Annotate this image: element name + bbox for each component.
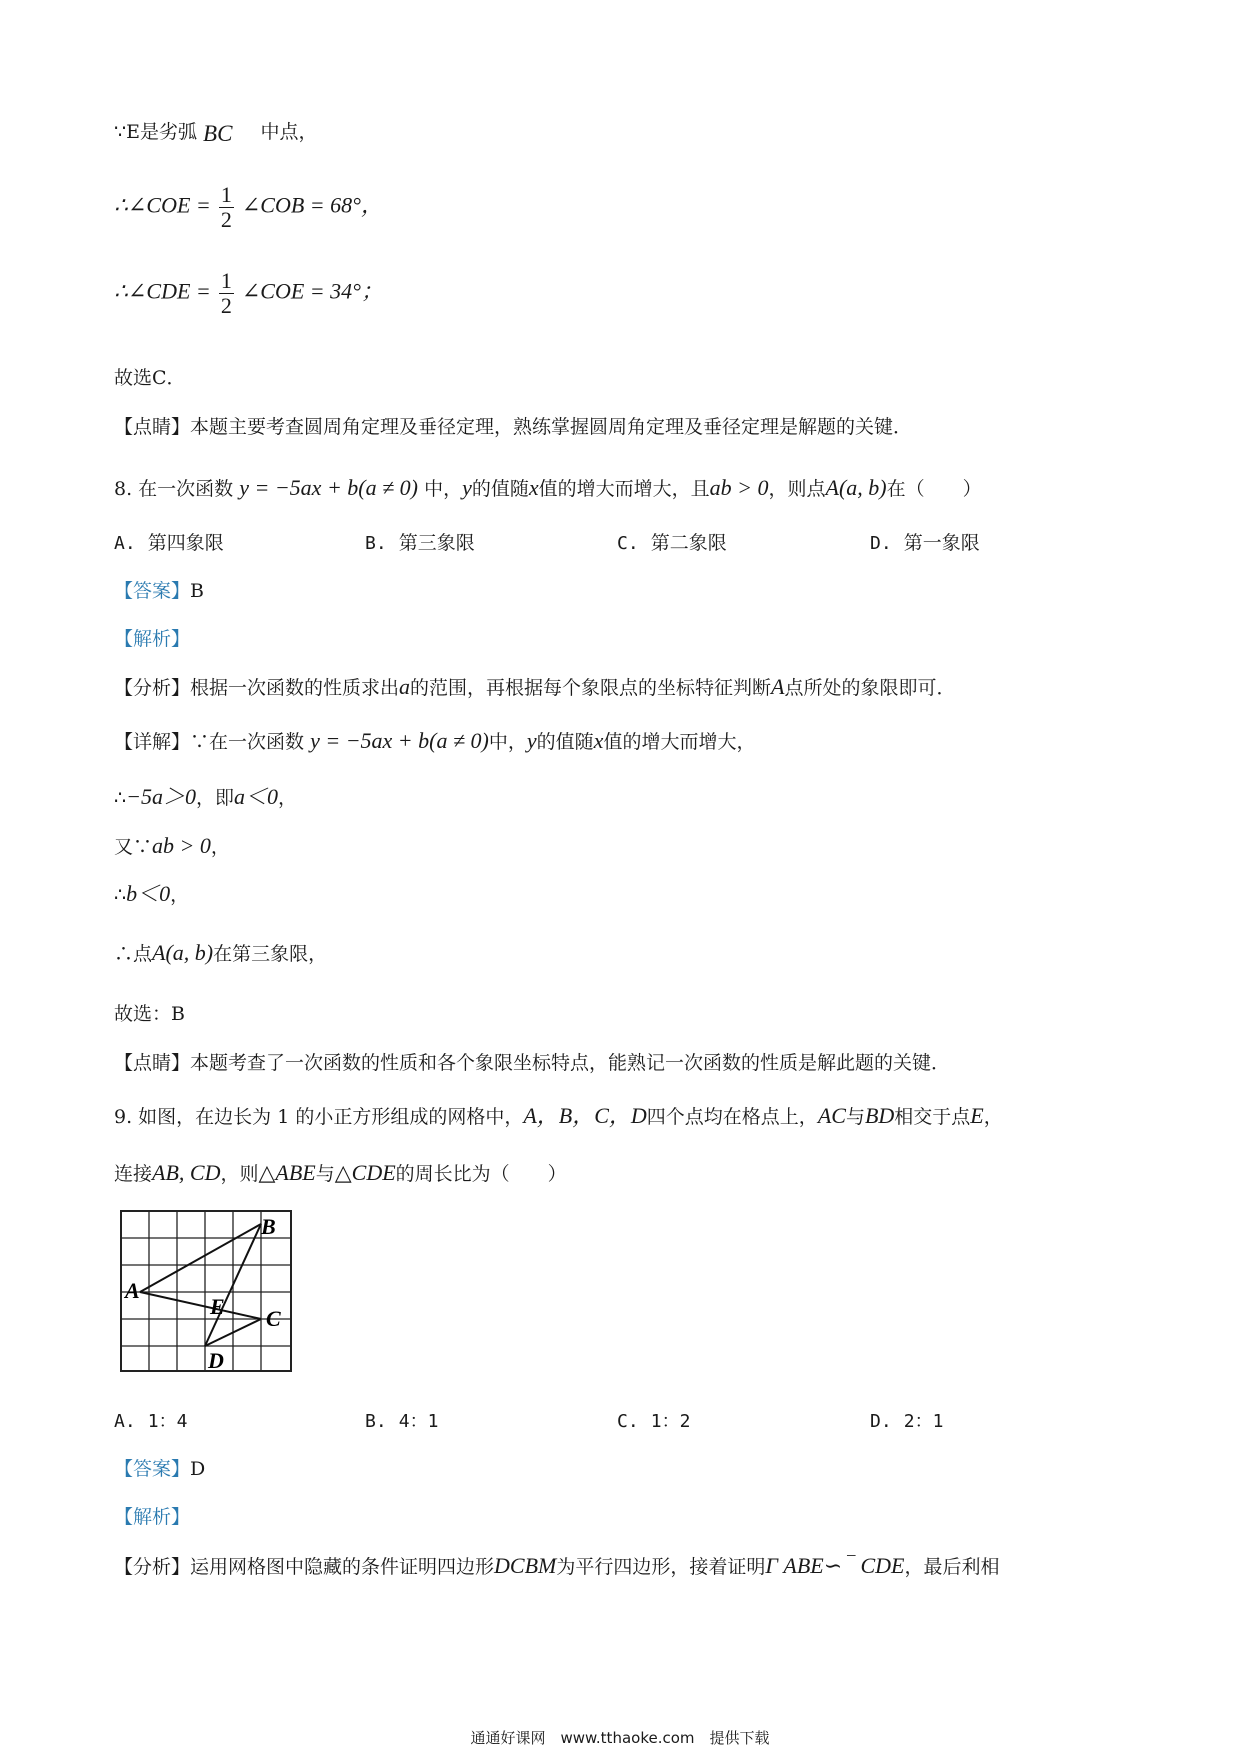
q8-comment: 【点睛】本题考查了一次函数的性质和各个象限坐标特点，能熟记一次函数的性质是解此题的关键． [114, 1052, 951, 1074]
q8-answer: 【答案】B [114, 580, 204, 602]
q9-analysis-tag: 【解析】 [114, 1506, 191, 1528]
q7-comment: 【点睛】本题主要考查圆周角定理及垂径定理，熟练掌握圆周角定理及垂径定理是解题的关键． [114, 416, 913, 438]
grid-figure [118, 1208, 298, 1378]
q9-answer: 【答案】D [114, 1458, 206, 1480]
text: ∵E是劣弧 [114, 121, 197, 143]
segment-ab [140, 1224, 261, 1292]
function-expr: y = −5ax + b(a ≠ 0) [239, 475, 419, 500]
q9-option-b: B. 4：1 [365, 1411, 439, 1432]
q8-step-2: 又∵ab > 0， [114, 833, 230, 858]
equation-left: ∴∠CDE = [114, 278, 211, 304]
q8-step-3: ∴b＜0， [114, 881, 190, 906]
q7-coe-line [114, 183, 383, 232]
label-d: D [208, 1348, 224, 1373]
q7-choice: 故选C． [114, 367, 186, 389]
q8-fenxi: 【分析】根据一次函数的性质求出a的范围，再根据每个象限点的坐标特征判断A点所处的象限即可． [114, 674, 956, 699]
text: 中点， [260, 121, 318, 143]
q9-fenxi: 【分析】运用网格图中隐藏的条件证明四边形DCBM为平行四边形，接着证明Γ ABE∽ ‾ CDE，最后利相 [114, 1553, 1000, 1578]
q8-detail: 【详解】∵在一次函数 y = −5ax + b(a ≠ 0)中，y的值随x值的增大而增大， [114, 728, 756, 753]
q9-stem-1: 9. 如图，在边长为 1 的小正方形组成的网格中，A，B，C，D四个点均在格点上，AC与BD相交于点E， [114, 1103, 1003, 1128]
arc-bc: BC [203, 121, 233, 146]
triangle-segments [140, 1224, 261, 1346]
page-footer: 通通好课网 www.tthaoke.com 提供下载 [470, 1729, 770, 1747]
q8-option-b: B. 第三象限 [365, 532, 475, 554]
q9-option-d: D. 2：1 [870, 1411, 944, 1432]
q7-cde-line [114, 269, 383, 318]
q8-step-1: ∴−5a＞0，即a＜0， [114, 784, 297, 809]
q9-option-a: A. 1：4 [114, 1411, 188, 1432]
q8-stem: 8. 在一次函数 y = −5ax + b(a ≠ 0) 中，y的值随x值的增大而增大，且ab > 0，则点A(a, b)在（ ） [114, 475, 982, 500]
fraction-half: $\frac{1}{2}$ [220, 182, 232, 232]
q8-analysis-tag: 【解析】 [114, 628, 191, 650]
q8-option-d: D. 第一象限 [870, 532, 980, 554]
label-b: B [261, 1214, 276, 1239]
q8-option-c: C. 第二象限 [617, 532, 727, 554]
equation-left: ∴∠COE = [114, 192, 211, 218]
label-e: E [210, 1294, 225, 1319]
q9-stem-2: 连接AB, CD，则△ABE与△CDE的周长比为（ ） [114, 1160, 567, 1185]
q8-choice: 故选：B [114, 1003, 185, 1025]
equation-right: ∠COB = 68°， [241, 192, 383, 218]
label-a: A [125, 1278, 140, 1303]
equation-right: ∠COE = 34°； [241, 278, 383, 304]
q7-arc-line [114, 118, 317, 145]
q8-step-4: ∴点A(a, b)在第三象限， [114, 940, 328, 965]
label-c: C [266, 1306, 281, 1331]
fraction-half: $\frac{1}{2}$ [220, 268, 232, 318]
segment-ac [140, 1292, 261, 1319]
q9-option-c: C. 1：2 [617, 1411, 691, 1432]
q8-option-a: A. 第四象限 [114, 532, 224, 554]
